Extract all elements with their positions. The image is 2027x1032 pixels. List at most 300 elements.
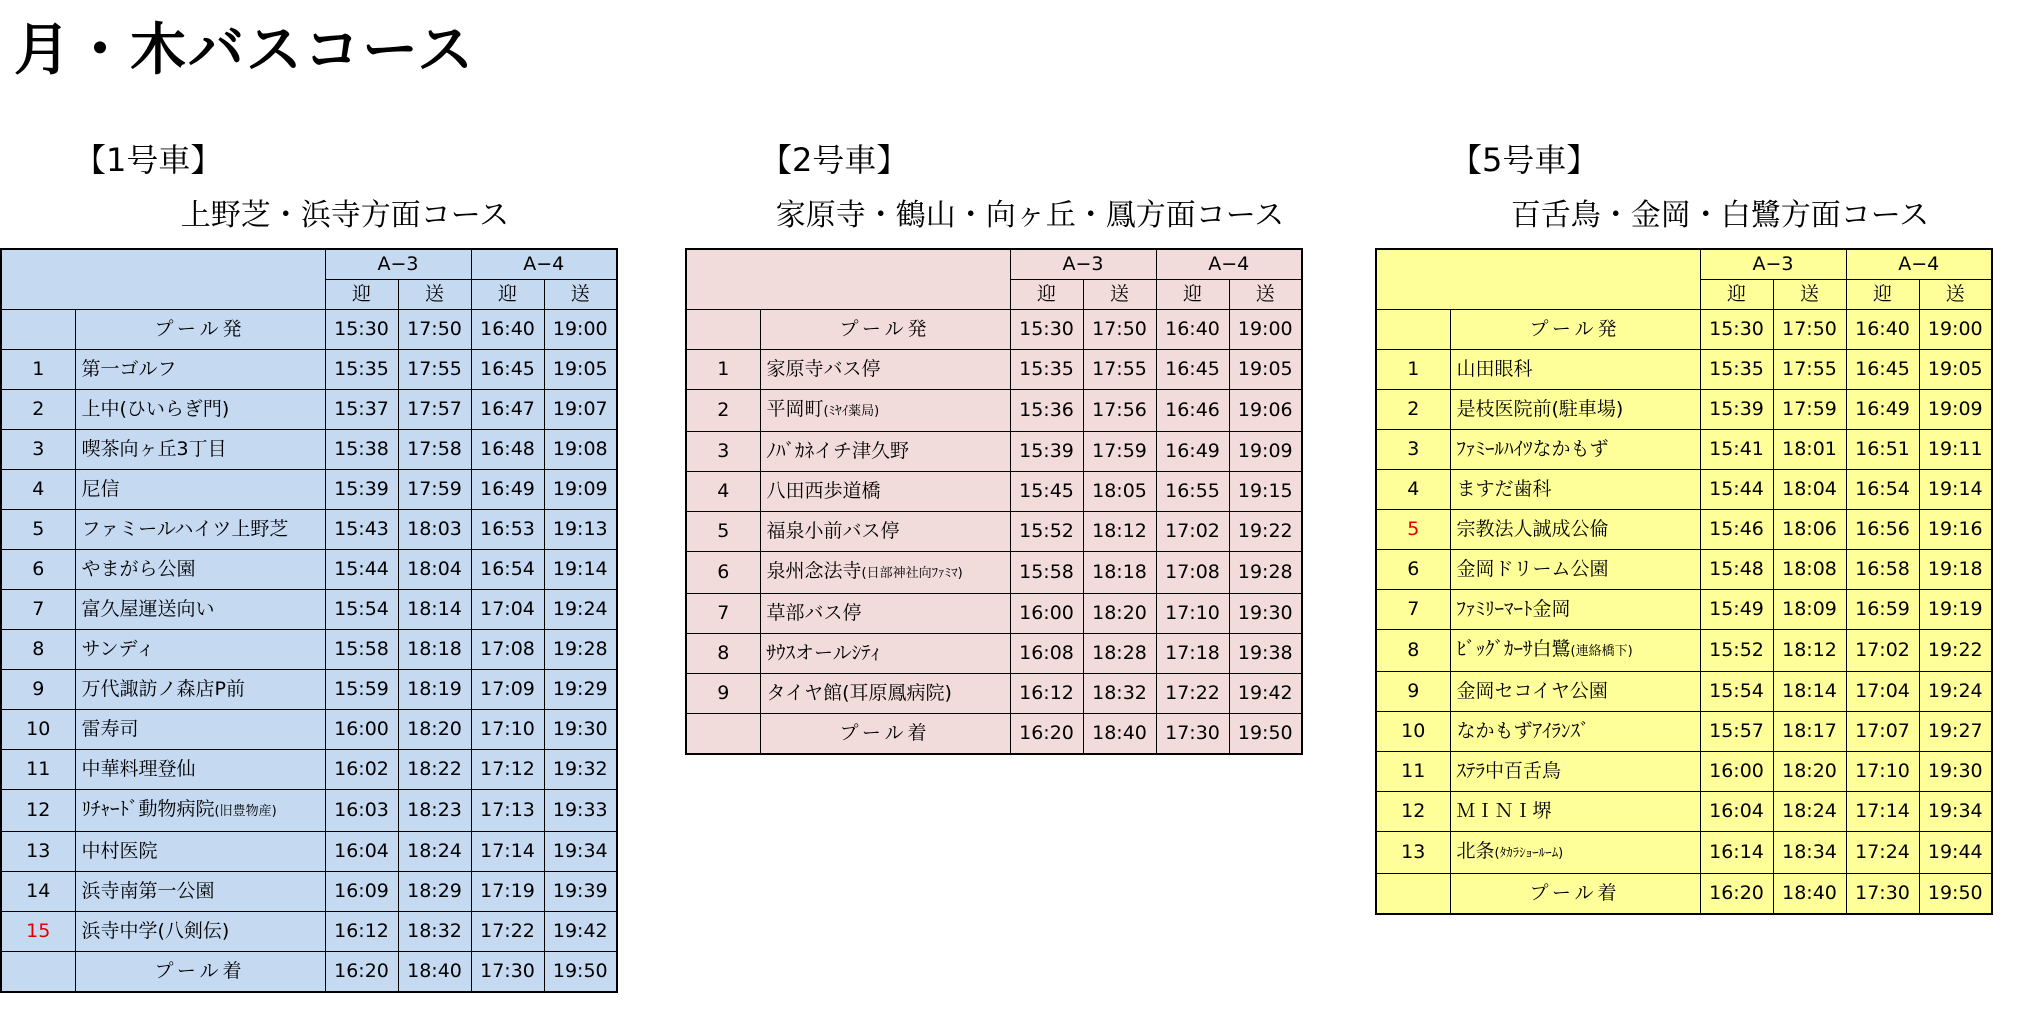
stop-row bbox=[1, 710, 617, 750]
stop-name: 福泉小前バス停 bbox=[766, 520, 900, 542]
row-number-blank bbox=[686, 310, 760, 350]
time-cell: 19:16 bbox=[1919, 510, 1992, 550]
stop-row bbox=[1376, 712, 1992, 752]
depart-row bbox=[686, 310, 1302, 350]
time-cell: 17:02 bbox=[1156, 512, 1229, 552]
time-cell: 19:00 bbox=[544, 310, 617, 350]
stop-name: ﾘﾁｬｰﾄﾞ動物病院 bbox=[81, 798, 215, 820]
stop-name-cell bbox=[760, 472, 1010, 512]
time-cell: 18:17 bbox=[1773, 712, 1846, 752]
stop-name: なかもずｱｲﾗﾝｽﾞ bbox=[1456, 720, 1590, 742]
time-cell: 15:58 bbox=[325, 630, 398, 670]
time-cell: 18:19 bbox=[398, 670, 471, 710]
time-cell: 17:04 bbox=[1846, 672, 1919, 712]
stop-name: タイヤ館(耳原鳳病院) bbox=[766, 682, 952, 704]
time-cell: 19:00 bbox=[1919, 310, 1992, 350]
time-cell: 19:27 bbox=[1919, 712, 1992, 752]
time-cell: 19:50 bbox=[1919, 874, 1992, 915]
time-cell: 17:59 bbox=[398, 470, 471, 510]
stop-number: 13 bbox=[1, 832, 75, 872]
header-a3: A−3 bbox=[325, 249, 471, 280]
stop-row bbox=[1, 670, 617, 710]
time-cell: 15:39 bbox=[325, 470, 398, 510]
time-cell: 17:55 bbox=[1083, 350, 1156, 390]
stop-row bbox=[686, 390, 1302, 432]
time-cell: 15:30 bbox=[1010, 310, 1083, 350]
time-cell: 15:45 bbox=[1010, 472, 1083, 512]
time-cell: 16:09 bbox=[325, 872, 398, 912]
stop-name-cell bbox=[1450, 630, 1700, 672]
time-cell: 18:23 bbox=[398, 790, 471, 832]
time-cell: 16:51 bbox=[1846, 430, 1919, 470]
time-cell: 17:57 bbox=[398, 390, 471, 430]
stop-name-cell bbox=[75, 832, 325, 872]
header-blank bbox=[1, 249, 325, 310]
stop-name: ﾋﾞｯｸﾞｶｰｻ白鷺 bbox=[1456, 638, 1571, 660]
time-cell: 15:57 bbox=[1700, 712, 1773, 752]
time-cell: 18:40 bbox=[1773, 874, 1846, 915]
stop-name: やまがら公園 bbox=[81, 558, 196, 580]
stop-row bbox=[686, 674, 1302, 714]
stop-row bbox=[1, 390, 617, 430]
stop-note: (日部神社向ﾌｧﾐﾏ) bbox=[861, 566, 963, 581]
stop-number: 9 bbox=[1376, 672, 1450, 712]
stop-number: 7 bbox=[1, 590, 75, 630]
stop-name-cell bbox=[1450, 832, 1700, 874]
arrive-row bbox=[1, 952, 617, 993]
time-cell: 16:04 bbox=[1700, 792, 1773, 832]
stop-number: 12 bbox=[1, 790, 75, 832]
time-cell: 19:42 bbox=[544, 912, 617, 952]
time-cell: 17:12 bbox=[471, 750, 544, 790]
stop-note: (連絡橋下) bbox=[1570, 644, 1633, 659]
header-dropoff: 送 bbox=[1083, 280, 1156, 310]
time-cell: 16:40 bbox=[1156, 310, 1229, 350]
stop-row bbox=[686, 634, 1302, 674]
time-cell: 15:37 bbox=[325, 390, 398, 430]
time-cell: 15:52 bbox=[1700, 630, 1773, 672]
stop-number: 14 bbox=[1, 872, 75, 912]
depart-row bbox=[1376, 310, 1992, 350]
time-cell: 15:54 bbox=[325, 590, 398, 630]
car-label: 【2号車】 bbox=[760, 141, 909, 179]
stop-row bbox=[1, 350, 617, 390]
stop-number: 8 bbox=[1376, 630, 1450, 672]
time-cell: 15:35 bbox=[1700, 350, 1773, 390]
time-cell: 19:09 bbox=[544, 470, 617, 510]
time-cell: 17:30 bbox=[1846, 874, 1919, 915]
stop-number: 1 bbox=[686, 350, 760, 390]
stop-row bbox=[1376, 832, 1992, 874]
time-cell: 16:12 bbox=[1010, 674, 1083, 714]
time-cell: 15:48 bbox=[1700, 550, 1773, 590]
time-cell: 16:20 bbox=[1010, 714, 1083, 755]
stop-name-cell bbox=[760, 552, 1010, 594]
header-row bbox=[1376, 249, 1992, 280]
time-cell: 16:47 bbox=[471, 390, 544, 430]
time-cell: 16:56 bbox=[1846, 510, 1919, 550]
time-cell: 15:36 bbox=[1010, 390, 1083, 432]
stop-number: 7 bbox=[1376, 590, 1450, 630]
stop-name: 金岡セコイヤ公園 bbox=[1456, 680, 1608, 702]
time-cell: 17:58 bbox=[398, 430, 471, 470]
time-cell: 19:22 bbox=[1919, 630, 1992, 672]
stop-row bbox=[1376, 752, 1992, 792]
time-cell: 19:08 bbox=[544, 430, 617, 470]
time-cell: 17:07 bbox=[1846, 712, 1919, 752]
time-cell: 19:00 bbox=[1229, 310, 1302, 350]
time-cell: 18:12 bbox=[1083, 512, 1156, 552]
time-cell: 19:32 bbox=[544, 750, 617, 790]
time-cell: 19:14 bbox=[544, 550, 617, 590]
time-cell: 15:44 bbox=[1700, 470, 1773, 510]
row-number-blank bbox=[1376, 310, 1450, 350]
stop-name-cell bbox=[75, 430, 325, 470]
time-cell: 15:58 bbox=[1010, 552, 1083, 594]
depart-label: プール発 bbox=[75, 310, 325, 350]
stop-number: 3 bbox=[1, 430, 75, 470]
time-cell: 16:45 bbox=[1156, 350, 1229, 390]
time-cell: 16:02 bbox=[325, 750, 398, 790]
stop-name-cell bbox=[75, 390, 325, 430]
stop-row bbox=[1, 832, 617, 872]
time-cell: 19:44 bbox=[1919, 832, 1992, 874]
stop-row bbox=[1376, 390, 1992, 430]
stop-name: ますだ歯科 bbox=[1456, 478, 1552, 500]
stop-name: 浜寺中学(八剣伝) bbox=[81, 920, 230, 942]
time-cell: 19:09 bbox=[1229, 432, 1302, 472]
stop-name: ＭＩＮＩ堺 bbox=[1456, 800, 1552, 822]
time-cell: 18:40 bbox=[398, 952, 471, 993]
time-cell: 17:56 bbox=[1083, 390, 1156, 432]
time-cell: 17:08 bbox=[1156, 552, 1229, 594]
stop-name: 平岡町 bbox=[766, 398, 824, 420]
time-cell: 15:52 bbox=[1010, 512, 1083, 552]
time-cell: 19:06 bbox=[1229, 390, 1302, 432]
stop-number: 6 bbox=[1376, 550, 1450, 590]
stop-row bbox=[1, 590, 617, 630]
time-cell: 17:08 bbox=[471, 630, 544, 670]
arrive-row bbox=[1376, 874, 1992, 915]
time-cell: 15:46 bbox=[1700, 510, 1773, 550]
time-cell: 18:04 bbox=[1773, 470, 1846, 510]
stop-name: 第一ゴルフ bbox=[81, 358, 177, 380]
stop-name: ファミールハイツ上野芝 bbox=[81, 518, 289, 540]
time-cell: 16:54 bbox=[471, 550, 544, 590]
stop-row bbox=[1, 510, 617, 550]
stop-name-cell bbox=[75, 350, 325, 390]
header-pickup: 迎 bbox=[1846, 280, 1919, 310]
stop-name-cell bbox=[75, 630, 325, 670]
header-a3: A−3 bbox=[1700, 249, 1846, 280]
time-cell: 18:01 bbox=[1773, 430, 1846, 470]
time-cell: 19:14 bbox=[1919, 470, 1992, 510]
stop-name: 浜寺南第一公園 bbox=[81, 880, 215, 902]
time-cell: 16:14 bbox=[1700, 832, 1773, 874]
time-cell: 19:33 bbox=[544, 790, 617, 832]
stop-row bbox=[1, 630, 617, 670]
stop-name-cell bbox=[760, 634, 1010, 674]
stop-name: ﾌｧﾐｰﾙﾊｲﾂなかもず bbox=[1456, 438, 1609, 460]
time-cell: 18:34 bbox=[1773, 832, 1846, 874]
time-cell: 18:09 bbox=[1773, 590, 1846, 630]
time-cell: 16:40 bbox=[471, 310, 544, 350]
arrive-label: プール着 bbox=[760, 714, 1010, 755]
time-cell: 17:02 bbox=[1846, 630, 1919, 672]
time-cell: 15:39 bbox=[1700, 390, 1773, 430]
stop-row bbox=[1376, 630, 1992, 672]
time-cell: 18:06 bbox=[1773, 510, 1846, 550]
header-pickup: 迎 bbox=[471, 280, 544, 310]
stop-name-cell bbox=[75, 750, 325, 790]
time-cell: 19:05 bbox=[544, 350, 617, 390]
stop-row bbox=[1376, 510, 1992, 550]
stop-row bbox=[1376, 470, 1992, 510]
stop-name: 中村医院 bbox=[81, 840, 158, 862]
time-cell: 17:10 bbox=[1846, 752, 1919, 792]
stop-number: 10 bbox=[1376, 712, 1450, 752]
stop-name: 八田西歩道橋 bbox=[766, 480, 881, 502]
time-cell: 15:44 bbox=[325, 550, 398, 590]
time-cell: 18:18 bbox=[1083, 552, 1156, 594]
time-cell: 18:40 bbox=[1083, 714, 1156, 755]
stop-name-cell bbox=[1450, 470, 1700, 510]
time-cell: 16:20 bbox=[325, 952, 398, 993]
schedule-table bbox=[0, 248, 618, 993]
time-cell: 19:39 bbox=[544, 872, 617, 912]
stop-number: 2 bbox=[1, 390, 75, 430]
header-blank bbox=[686, 249, 1010, 310]
stop-name: ﾌｧﾐﾘｰﾏｰﾄ金岡 bbox=[1456, 598, 1571, 620]
time-cell: 19:50 bbox=[1229, 714, 1302, 755]
stop-name-cell bbox=[1450, 390, 1700, 430]
time-cell: 19:30 bbox=[544, 710, 617, 750]
time-cell: 17:50 bbox=[398, 310, 471, 350]
stop-name: 富久屋運送向い bbox=[81, 598, 215, 620]
stop-name: ｽﾃﾗ中百舌鳥 bbox=[1456, 760, 1562, 782]
stop-number: 4 bbox=[1376, 470, 1450, 510]
time-cell: 17:04 bbox=[471, 590, 544, 630]
stop-name-cell bbox=[75, 590, 325, 630]
time-cell: 16:48 bbox=[471, 430, 544, 470]
header-dropoff: 送 bbox=[1229, 280, 1302, 310]
stop-row bbox=[1376, 672, 1992, 712]
time-cell: 15:49 bbox=[1700, 590, 1773, 630]
stop-row bbox=[1376, 350, 1992, 390]
time-cell: 17:10 bbox=[1156, 594, 1229, 634]
row-number-blank bbox=[1376, 874, 1450, 915]
stop-number: 12 bbox=[1376, 792, 1450, 832]
time-cell: 15:54 bbox=[1700, 672, 1773, 712]
stop-name-cell bbox=[1450, 590, 1700, 630]
stop-name: 喫茶向ヶ丘3丁目 bbox=[81, 438, 227, 460]
stop-number: 4 bbox=[686, 472, 760, 512]
stop-number: 8 bbox=[1, 630, 75, 670]
row-number-blank bbox=[686, 714, 760, 755]
header-row bbox=[686, 249, 1302, 280]
time-cell: 17:10 bbox=[471, 710, 544, 750]
stop-name: ｻｳｽオールｼﾃｨ bbox=[766, 642, 881, 664]
time-cell: 16:45 bbox=[1846, 350, 1919, 390]
time-cell: 17:50 bbox=[1083, 310, 1156, 350]
time-cell: 18:24 bbox=[398, 832, 471, 872]
schedule-table bbox=[1375, 248, 1993, 915]
time-cell: 16:00 bbox=[1700, 752, 1773, 792]
time-cell: 19:28 bbox=[544, 630, 617, 670]
stop-name-cell bbox=[1450, 752, 1700, 792]
stop-name-cell bbox=[75, 670, 325, 710]
time-cell: 19:15 bbox=[1229, 472, 1302, 512]
stop-name-cell bbox=[1450, 792, 1700, 832]
stop-number: 6 bbox=[1, 550, 75, 590]
arrive-row bbox=[686, 714, 1302, 755]
stop-number: 5 bbox=[686, 512, 760, 552]
time-cell: 17:22 bbox=[471, 912, 544, 952]
car-label: 【1号車】 bbox=[74, 141, 223, 179]
time-cell: 16:45 bbox=[471, 350, 544, 390]
arrive-label: プール着 bbox=[1450, 874, 1700, 915]
time-cell: 17:13 bbox=[471, 790, 544, 832]
time-cell: 19:07 bbox=[544, 390, 617, 430]
stop-row bbox=[1376, 792, 1992, 832]
arrive-label: プール着 bbox=[75, 952, 325, 993]
stop-name: 宗教法人誠成公倫 bbox=[1456, 518, 1609, 540]
stop-number: 5 bbox=[1, 510, 75, 550]
stop-row bbox=[686, 594, 1302, 634]
time-cell: 16:04 bbox=[325, 832, 398, 872]
stop-name-cell bbox=[75, 872, 325, 912]
stop-row bbox=[1, 430, 617, 470]
time-cell: 18:14 bbox=[398, 590, 471, 630]
time-cell: 18:29 bbox=[398, 872, 471, 912]
time-cell: 17:59 bbox=[1083, 432, 1156, 472]
time-cell: 18:12 bbox=[1773, 630, 1846, 672]
stop-row bbox=[686, 432, 1302, 472]
stop-name-cell bbox=[75, 710, 325, 750]
stop-name: 泉州念法寺 bbox=[766, 560, 862, 582]
stop-number: 2 bbox=[686, 390, 760, 432]
time-cell: 17:30 bbox=[471, 952, 544, 993]
time-cell: 16:49 bbox=[471, 470, 544, 510]
depart-label: プール発 bbox=[1450, 310, 1700, 350]
time-cell: 19:29 bbox=[544, 670, 617, 710]
time-cell: 19:24 bbox=[1919, 672, 1992, 712]
time-cell: 16:59 bbox=[1846, 590, 1919, 630]
time-cell: 18:04 bbox=[398, 550, 471, 590]
time-cell: 16:54 bbox=[1846, 470, 1919, 510]
stop-name-cell bbox=[1450, 672, 1700, 712]
stop-name-cell bbox=[1450, 550, 1700, 590]
stop-name: ﾉﾊﾞｶﾈイチ津久野 bbox=[766, 440, 910, 462]
time-cell: 19:42 bbox=[1229, 674, 1302, 714]
time-cell: 15:38 bbox=[325, 430, 398, 470]
time-cell: 16:58 bbox=[1846, 550, 1919, 590]
time-cell: 18:14 bbox=[1773, 672, 1846, 712]
time-cell: 18:08 bbox=[1773, 550, 1846, 590]
time-cell: 15:39 bbox=[1010, 432, 1083, 472]
time-cell: 18:24 bbox=[1773, 792, 1846, 832]
time-cell: 17:22 bbox=[1156, 674, 1229, 714]
header-dropoff: 送 bbox=[398, 280, 471, 310]
stop-note: (ﾐﾔｲ薬局) bbox=[823, 404, 880, 419]
stop-name-cell bbox=[760, 594, 1010, 634]
stop-row bbox=[686, 512, 1302, 552]
time-cell: 19:30 bbox=[1229, 594, 1302, 634]
stop-name-cell bbox=[760, 432, 1010, 472]
time-cell: 15:43 bbox=[325, 510, 398, 550]
stop-note: (ﾀｶﾗｼｮｰﾙｰﾑ) bbox=[1494, 846, 1564, 861]
time-cell: 16:03 bbox=[325, 790, 398, 832]
stop-row bbox=[1, 872, 617, 912]
header-dropoff: 送 bbox=[1919, 280, 1992, 310]
stop-number: 3 bbox=[1376, 430, 1450, 470]
stop-row bbox=[1, 470, 617, 510]
time-cell: 17:50 bbox=[1773, 310, 1846, 350]
stop-name: 雷寿司 bbox=[81, 718, 139, 740]
stop-row bbox=[686, 472, 1302, 512]
time-cell: 15:59 bbox=[325, 670, 398, 710]
stop-name: 北条 bbox=[1456, 840, 1495, 862]
stop-number: 1 bbox=[1376, 350, 1450, 390]
stop-number: 2 bbox=[1376, 390, 1450, 430]
stop-number: 4 bbox=[1, 470, 75, 510]
stop-name-cell bbox=[1450, 712, 1700, 752]
header-row bbox=[1, 249, 617, 280]
time-cell: 15:35 bbox=[1010, 350, 1083, 390]
stop-row bbox=[1, 912, 617, 952]
time-cell: 17:09 bbox=[471, 670, 544, 710]
course-name: 百舌鳥・金岡・白鷺方面コース bbox=[1510, 198, 1930, 233]
stop-name: サンディ bbox=[81, 638, 156, 660]
stop-name: 金岡ドリーム公園 bbox=[1456, 558, 1609, 580]
time-cell: 18:22 bbox=[398, 750, 471, 790]
time-cell: 17:30 bbox=[1156, 714, 1229, 755]
time-cell: 19:30 bbox=[1919, 752, 1992, 792]
time-cell: 18:18 bbox=[398, 630, 471, 670]
header-a4: A−4 bbox=[1156, 249, 1302, 280]
car-label: 【5号車】 bbox=[1450, 141, 1599, 179]
time-cell: 17:14 bbox=[1846, 792, 1919, 832]
stop-number: 6 bbox=[686, 552, 760, 594]
time-cell: 16:53 bbox=[471, 510, 544, 550]
time-cell: 19:38 bbox=[1229, 634, 1302, 674]
time-cell: 18:05 bbox=[1083, 472, 1156, 512]
stop-name: 草部バス停 bbox=[766, 602, 862, 624]
time-cell: 19:18 bbox=[1919, 550, 1992, 590]
time-cell: 18:03 bbox=[398, 510, 471, 550]
stop-name-cell bbox=[760, 512, 1010, 552]
time-cell: 19:24 bbox=[544, 590, 617, 630]
stop-number: 7 bbox=[686, 594, 760, 634]
time-cell: 19:09 bbox=[1919, 390, 1992, 430]
time-cell: 17:19 bbox=[471, 872, 544, 912]
stop-row bbox=[1, 550, 617, 590]
header-blank bbox=[1376, 249, 1700, 310]
stop-name-cell bbox=[760, 674, 1010, 714]
stop-name-cell bbox=[75, 912, 325, 952]
depart-label: プール発 bbox=[760, 310, 1010, 350]
stop-name: 尼信 bbox=[81, 478, 120, 500]
stop-name-cell bbox=[75, 550, 325, 590]
time-cell: 16:49 bbox=[1156, 432, 1229, 472]
time-cell: 19:22 bbox=[1229, 512, 1302, 552]
time-cell: 19:11 bbox=[1919, 430, 1992, 470]
time-cell: 17:59 bbox=[1773, 390, 1846, 430]
stop-name: 家原寺バス停 bbox=[766, 358, 881, 380]
time-cell: 19:05 bbox=[1919, 350, 1992, 390]
header-a4: A−4 bbox=[1846, 249, 1992, 280]
time-cell: 17:14 bbox=[471, 832, 544, 872]
